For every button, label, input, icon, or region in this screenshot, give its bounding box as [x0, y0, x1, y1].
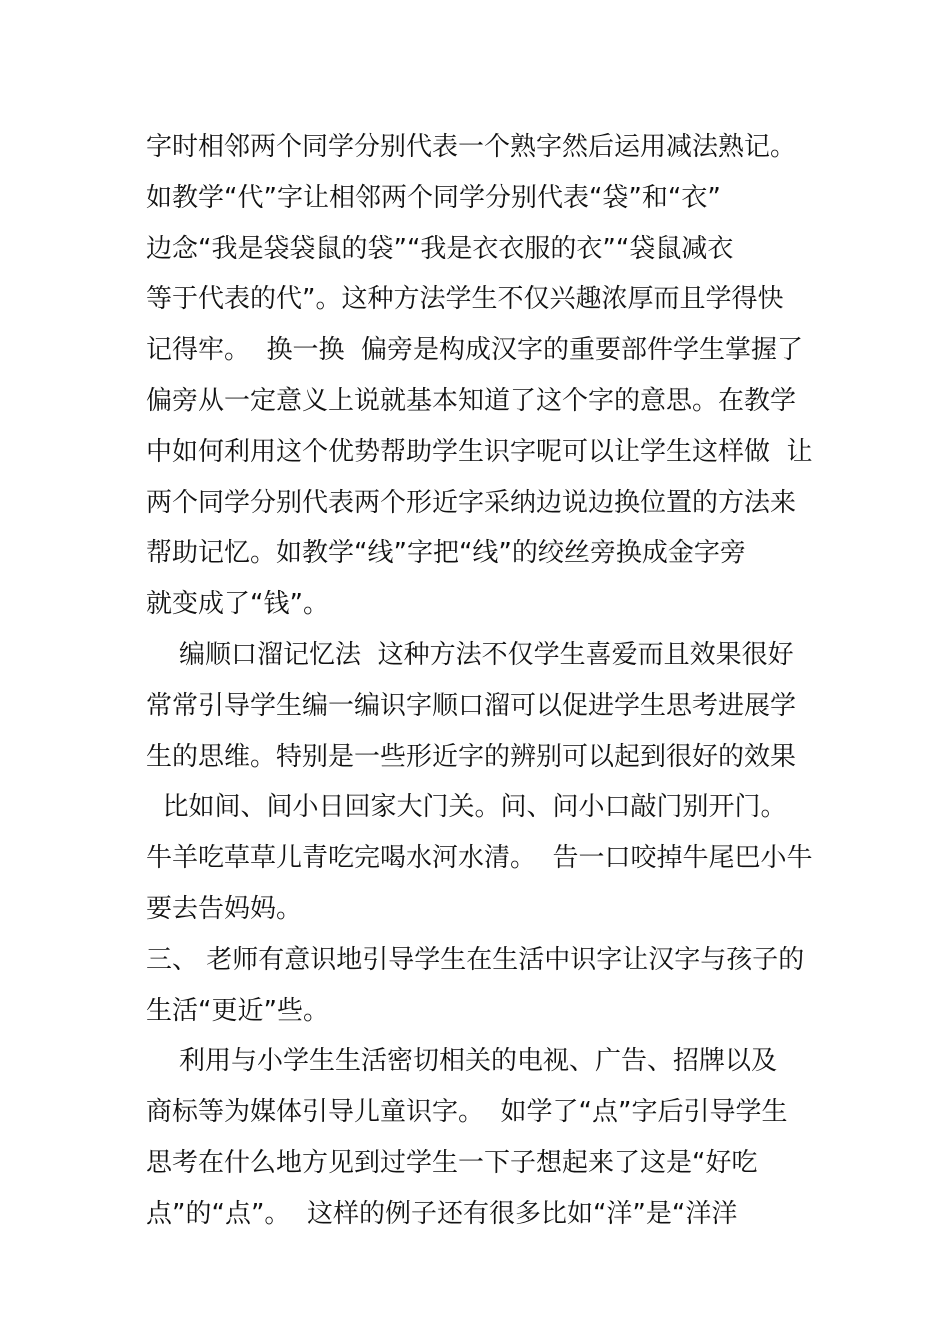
text-line: 就变成了“钱”。 — [146, 589, 329, 620]
section-heading: 三、 老师有意识地引导学生在生活中识字让汉字与孩子的 — [146, 944, 805, 975]
text-line: 商标等为媒体引导儿童识字。 如学了“点”字后引导学生 — [146, 1097, 788, 1128]
text-line: 字时相邻两个同学分别代表一个熟字然后运用减法熟记。 — [146, 132, 797, 162]
text-line: 常常引导学生编一编识字顺口溜可以促进学生思考进展学 — [146, 690, 797, 721]
text-line: 如教学“代”字让相邻两个同学分别代表“袋”和“衣” — [146, 182, 721, 213]
text-line: 帮助记忆。如教学“线”字把“线”的绞丝旁换成金字旁 — [146, 538, 746, 569]
text-line: 两个同学分别代表两个形近字采纳边说边换位置的方法来 — [146, 487, 797, 518]
text-line: 思考在什么地方见到过学生一下子想起来了这是“好吃 — [146, 1147, 758, 1178]
text-line: 等于代表的代”。这种方法学生不仅兴趣浓厚而且学得快 — [146, 284, 784, 315]
text-line: 记得牢。 换一换 偏旁是构成汉字的重要部件学生掌握了 — [146, 335, 804, 366]
body-text — [146, 122, 816, 1240]
text-line: 点”的“点”。 这样的例子还有很多比如“洋”是“洋洋 — [146, 1198, 738, 1229]
text-line: 生的思维。特别是一些形近字的辨别可以起到很好的效果 — [146, 741, 797, 772]
text-line: 偏旁从一定意义上说就基本知道了这个字的意思。在教学 — [146, 385, 797, 416]
text-line: 要去告妈妈。 — [146, 893, 303, 924]
text-line: 中如何利用这个优势帮助学生识字呢可以让学生这样做 让 — [146, 436, 813, 467]
text-line: 比如间、间小日回家大门关。问、问小口敲门别开门。 — [146, 792, 787, 823]
text-line: 边念“我是袋袋鼠的袋”“我是衣衣服的衣”“袋鼠减衣 — [146, 233, 734, 264]
text-line: 利用与小学生生活密切相关的电视、广告、招牌以及 — [146, 1046, 778, 1077]
text-line: 生活“更近”些。 — [146, 995, 329, 1026]
text-line: 牛羊吃草草儿青吃完喝水河水清。 告一口咬掉牛尾巴小牛 — [146, 843, 813, 874]
text-line: 编顺口溜记忆法 这种方法不仅学生喜爱而且效果很好 — [146, 639, 794, 670]
